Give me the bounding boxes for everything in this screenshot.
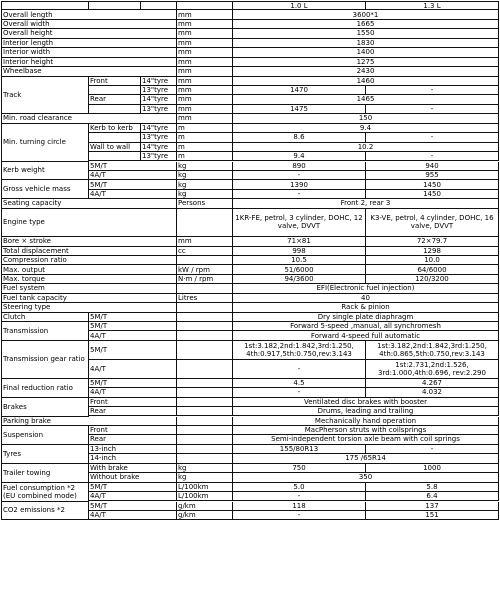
table-row: Clutch 5M/T Dry single plate diaphragm (1, 313, 499, 322)
table-row: Overall height mm 1550 (1, 29, 499, 38)
table-row: Fuel system EFI(Electronic fuel injection) (1, 284, 499, 293)
table-row: Interior width mm 1400 (1, 48, 499, 57)
final-ratio-block: Final reduction ratio 5M/T 4.5 4.267 4A/T - 4.032 (1, 379, 499, 398)
variant-1-header: 1.0 L (233, 2, 366, 9)
gross-mass-block: Gross vehicle mass 5M/T kg 1390 1450 4A/T kg - 1450 (1, 180, 499, 199)
header-row (1, 1, 499, 10)
table-row: Max. output kW / rpm 51/6000 64/6000 (1, 265, 499, 274)
table-row: Total displacement cc 998 1298 (1, 247, 499, 256)
table-row: Bore × stroke mm 71×81 72×79.7 (1, 237, 499, 246)
table-row: Compression ratio 10.5 10.0 (1, 256, 499, 265)
fuel-consumption-block: Fuel consumption *2 (EU combined mode) 5M/T L/100km 5.0 5.8 4A/T L/100km - 6.4 (1, 483, 499, 502)
gear-ratio-block: Transmission gear ratio 5M/T 1st:3.182,2nd:1.842,3rd:1.250, 4th:0.917,5th:0.750,rev:3.143 1st:3.182,2nd:1.842,3rd:1.250, 4th:0.865,5th:0.750,rev:3.143 4A/T - 1st:2.731,2nd:1.526, 3rd:1.000,4th:0.696, rev:2.290 (1, 341, 499, 379)
tyres-block: Tyres 13-inch 155/80R13 - 14-inch 175 /65R14 (1, 445, 499, 464)
variant-2-header: 1.3 L (366, 2, 499, 9)
table-row: Seating capacity Persons Front 2, rear 3 (1, 199, 499, 208)
engine-row: Engine type 1KR-FE, petrol, 3 cylinder, DOHC, 12 valve, DVVT K3-VE, petrol, 4 cylinder, DOHC, 16 valve, DVVT (1, 209, 499, 237)
track-block: Track Front 14"tyre mm 1460 13"tyre mm 1470 - Rear 14"tyre mm 1465 13"tyre mm 1475 - (1, 77, 499, 115)
table-row: Overall length mm 3600*1 (1, 10, 499, 19)
brakes-block: Brakes Front Ventilated disc brakes with booster Rear Drums, leading and trailing (1, 398, 499, 417)
spec-table (1, 1, 499, 520)
table-row: Interior length mm 1830 (1, 39, 499, 48)
table-row: Wheelbase mm 2430 (1, 67, 499, 76)
table-row: Overall width mm 1665 (1, 20, 499, 29)
transmission-block: Transmission 5M/T Forward 5-speed ,manual, all synchromesh 4A/T Forward 4-speed full automatic (1, 322, 499, 341)
suspension-block: Suspension Front MacPherson struts with coilsprings Rear Semi-independent torsion axle beam with coil springs (1, 426, 499, 445)
table-row: Interior height mm 1275 (1, 58, 499, 67)
table-row: Max. torque N·m / rpm 94/3600 120/3200 (1, 275, 499, 284)
co2-block: CO2 emissions *2 5M/T g/km 118 137 4A/T g/km - 151 (1, 502, 499, 521)
towing-block: Trailer towing With brake kg 750 1000 Without brake kg 350 (1, 464, 499, 483)
table-row: Fuel tank capacity Litres 40 (1, 294, 499, 303)
table-row: Min. road clearance mm 150 (1, 114, 499, 123)
table-row: Steering type Rack & pinion (1, 303, 499, 312)
table-row: Parking brake Mechanically hand operation (1, 417, 499, 426)
turning-block: Min. turning circle Kerb to kerb 14"tyre m 9.4 13"tyre m 8.6 - Wall to wall 14"tyre m 10.2 13"tyre m 9.4 - (1, 124, 499, 162)
kerb-weight-block: Kerb weight 5M/T kg 890 940 4A/T kg - 955 (1, 162, 499, 181)
